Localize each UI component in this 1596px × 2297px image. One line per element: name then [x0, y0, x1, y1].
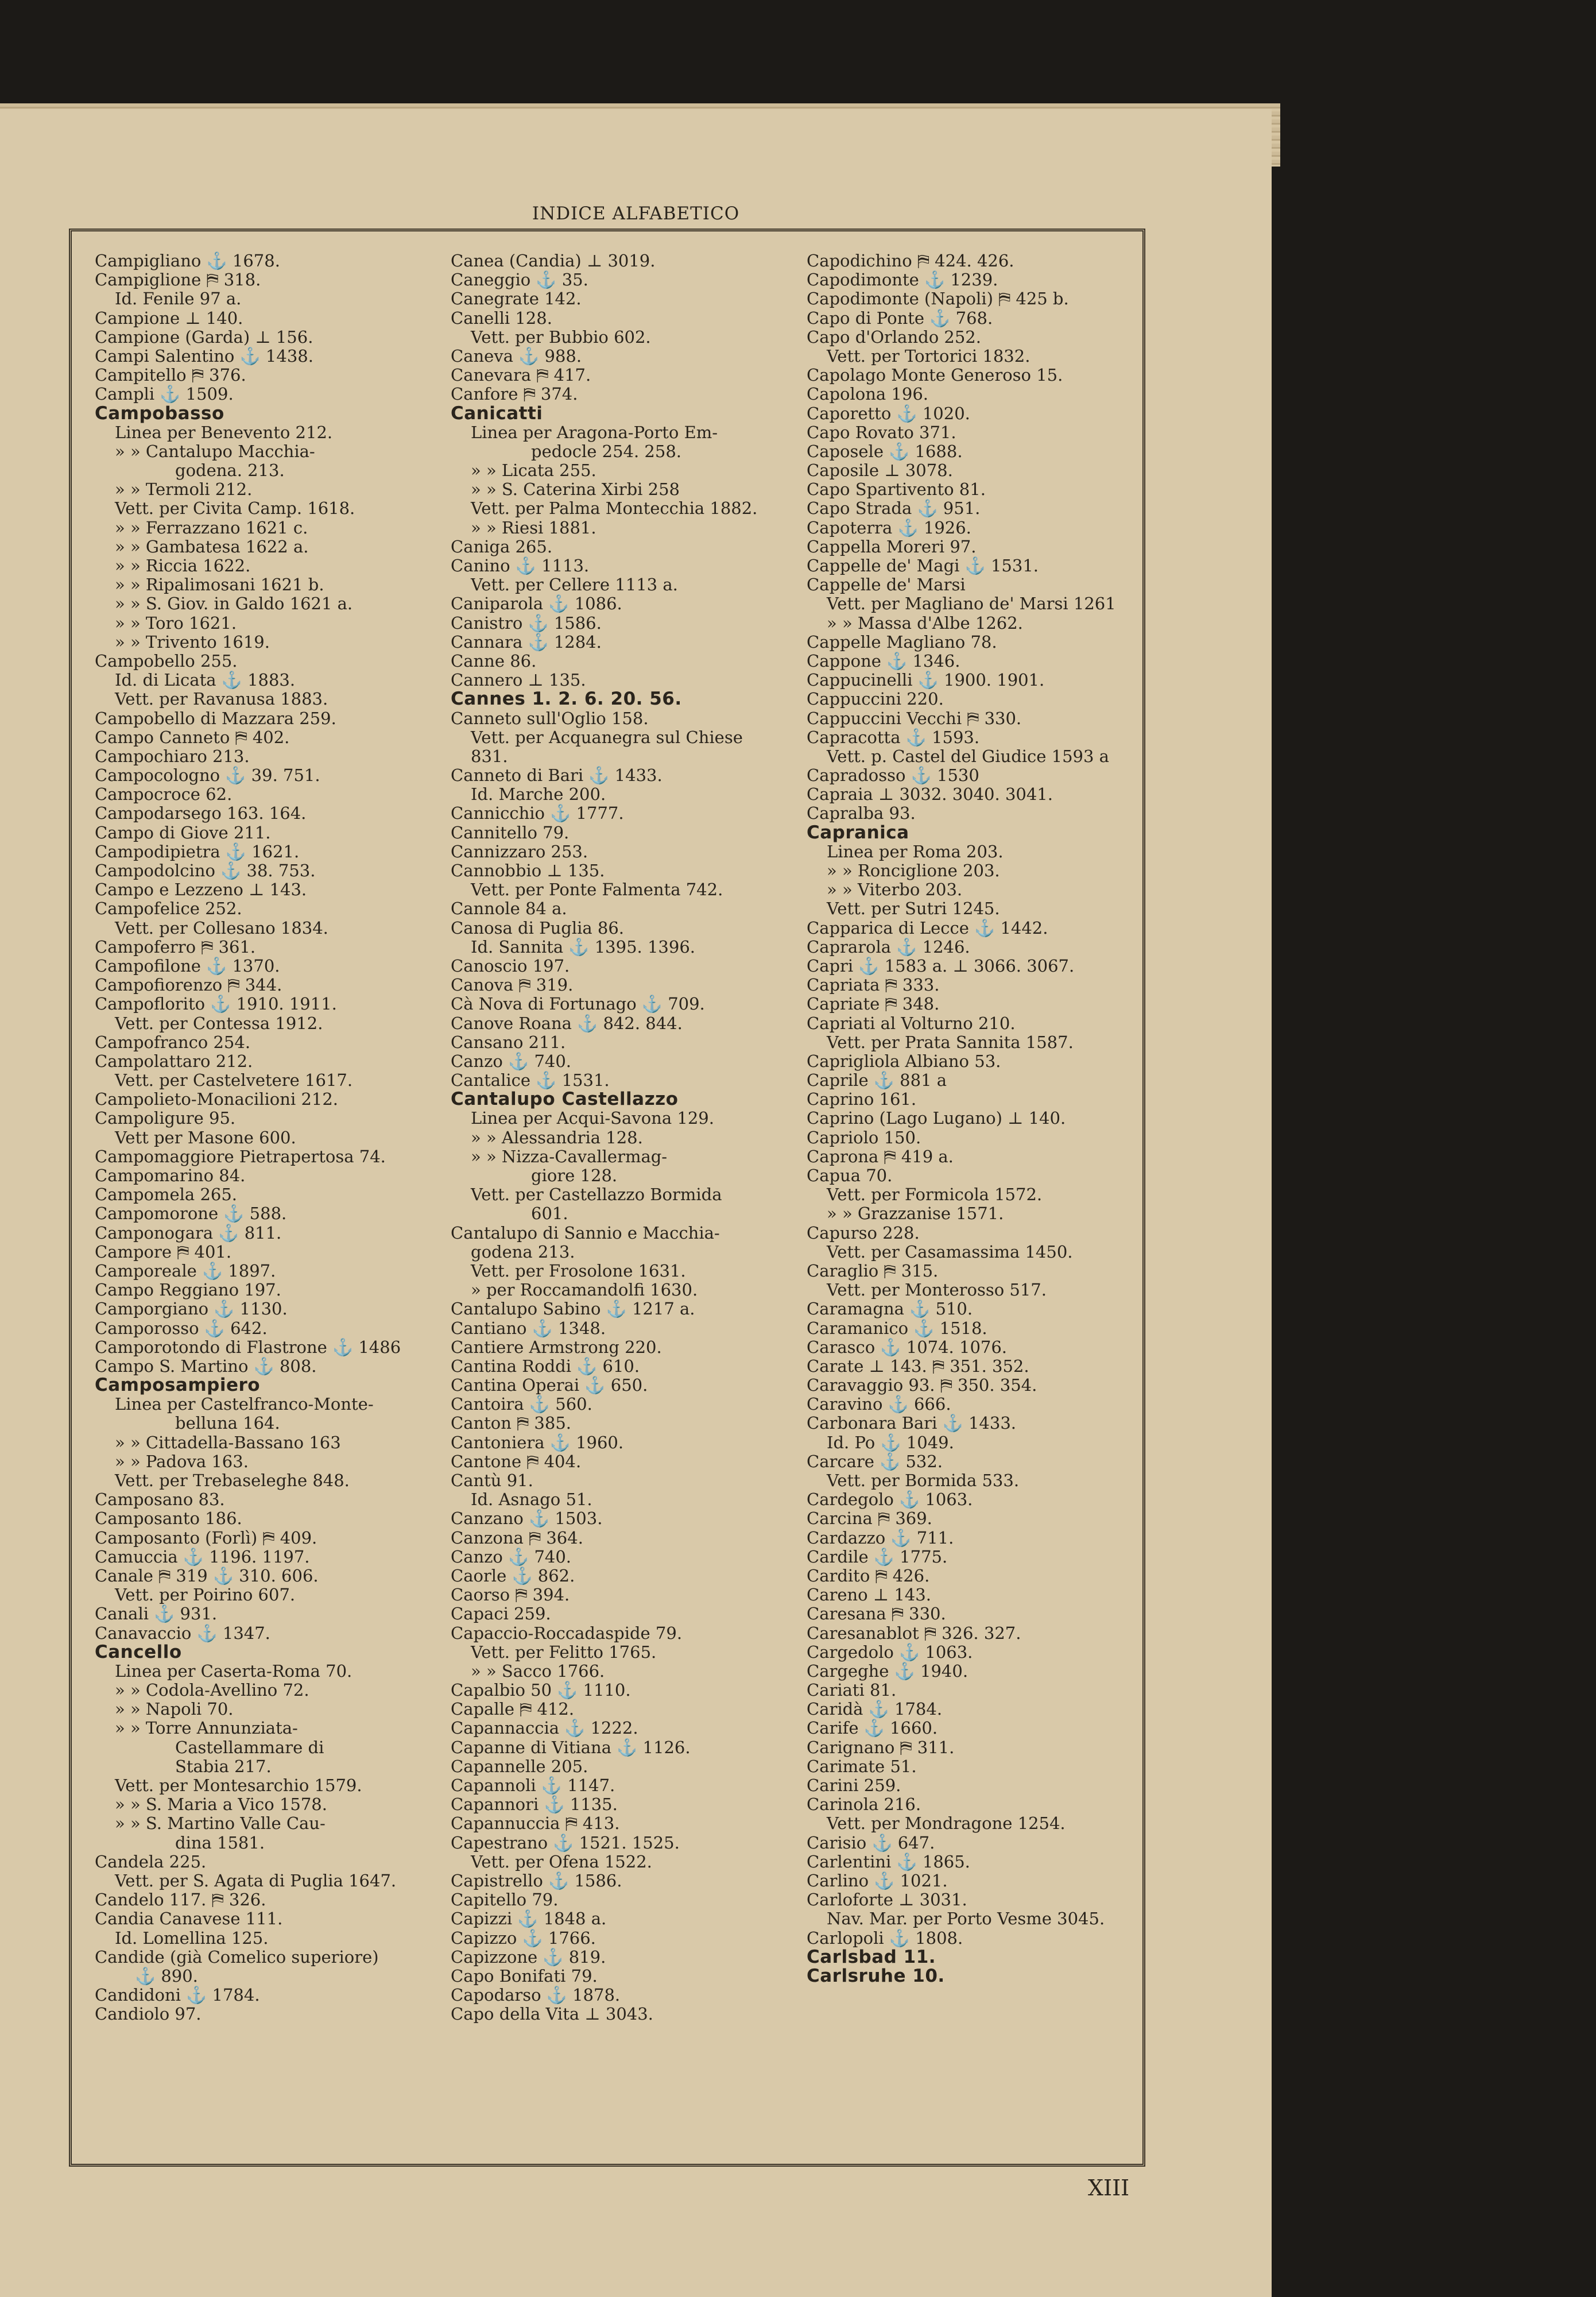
index-entry: Capistrello ⚓ 1586.	[451, 1871, 622, 1890]
index-entry: Campocologno ⚓ 39. 751.	[95, 766, 320, 786]
index-entry: » » Torre Annunziata-	[115, 1719, 298, 1738]
index-entry: » per Roccamandolfi 1630.	[471, 1281, 698, 1300]
index-entry: Capodimonte (Napoli) ⛿ 425 b.	[807, 289, 1069, 309]
index-entry: Cantiere Armstrong 220.	[451, 1337, 662, 1357]
index-entry: Caresanablot ⛿ 326. 327.	[807, 1623, 1021, 1643]
index-entry: Carbonara Bari ⚓ 1433.	[807, 1414, 1017, 1433]
index-entry: Cannole 84 a.	[451, 899, 567, 919]
index-entry: Capaci 259.	[451, 1604, 551, 1624]
index-entry: » » Toro 1621.	[115, 613, 237, 633]
index-entry: Canegrate 142.	[451, 289, 582, 309]
index-entry: Capizzo ⚓ 1766.	[451, 1928, 596, 1948]
index-entry: Campiglione ⛿ 318.	[95, 270, 261, 290]
index-entry: Cantiano ⚓ 1348.	[451, 1318, 606, 1338]
index-entry: Vett. p. Castel del Giudice 1593 a	[827, 747, 1109, 766]
index-entry: » » S. Giov. in Galdo 1621 a.	[115, 594, 353, 614]
index-entry: Id. Po ⚓ 1049.	[827, 1433, 954, 1452]
index-entry: Caporetto ⚓ 1020.	[807, 404, 970, 423]
index-entry: Canzano ⚓ 1503.	[451, 1509, 603, 1529]
index-entry: belluna 164.	[175, 1414, 280, 1433]
index-entry: Carasco ⚓ 1074. 1076.	[807, 1337, 1008, 1357]
index-entry: Cappuccini Vecchi ⛿ 330.	[807, 709, 1022, 728]
index-entry: Vett. per S. Agata di Puglia 1647.	[115, 1871, 397, 1890]
index-entry: Cardito ⛿ 426.	[807, 1566, 930, 1586]
index-entry: Campolieto-Monacilioni 212.	[95, 1090, 339, 1109]
index-entry: Capizzone ⚓ 819.	[451, 1947, 606, 1967]
index-entry: » » Ferrazzano 1621 c.	[115, 518, 308, 537]
index-entry: Linea per Castelfranco-Monte-	[115, 1395, 374, 1414]
index-entry: Canevara ⛿ 417.	[451, 366, 591, 385]
index-entry: Campofelice 252.	[95, 899, 242, 919]
index-entry: Caprino (Lago Lugano) ⊥ 140.	[807, 1109, 1066, 1128]
index-entry: Campore ⛿ 401.	[95, 1242, 232, 1262]
index-entry: Capannelle 205.	[451, 1757, 588, 1776]
index-entry: Cannicchio ⚓ 1777.	[451, 804, 624, 823]
index-entry: Nav. Mar. per Porto Vesme 3045.	[827, 1909, 1105, 1929]
index-entry: Vett. per Castellazzo Bormida	[471, 1185, 722, 1205]
index-entry: Campomarino 84.	[95, 1166, 246, 1185]
index-entry: Capo della Vita ⊥ 3043.	[451, 2005, 653, 2024]
index-entry: Campo Reggiano 197.	[95, 1281, 281, 1300]
index-entry: Campodipietra ⚓ 1621.	[95, 842, 300, 861]
index-entry: Capolago Monte Generoso 15.	[807, 366, 1063, 385]
index-entry: Linea per Acqui-Savona 129.	[471, 1109, 714, 1128]
index-entry: Capua 70.	[807, 1166, 893, 1185]
index-entry: Carlino ⚓ 1021.	[807, 1871, 948, 1890]
index-entry: Capo Strada ⚓ 951.	[807, 499, 981, 519]
index-entry: Cardegolo ⚓ 1063.	[807, 1490, 973, 1510]
index-entry: Candidoni ⚓ 1784.	[95, 1986, 260, 2005]
index-entry: Caprona ⛿ 419 a.	[807, 1147, 954, 1166]
index-column-2	[451, 252, 789, 2024]
index-entry: Cappone ⚓ 1346.	[807, 651, 960, 671]
index-entry: Camposanto 186.	[95, 1509, 242, 1529]
index-entry: Cappelle de' Marsi	[807, 575, 966, 595]
index-entry: Vett. per Contessa 1912.	[115, 1014, 323, 1033]
index-entry: Vett. per Casamassima 1450.	[827, 1242, 1073, 1262]
index-entry: Campo Canneto ⛿ 402.	[95, 728, 290, 747]
index-entry: Linea per Caserta-Roma 70.	[115, 1661, 352, 1681]
index-entry: Caramanico ⚓ 1518.	[807, 1318, 987, 1338]
index-entry: Campli ⚓ 1509.	[95, 385, 234, 404]
index-entry: Capoterra ⚓ 1926.	[807, 518, 971, 537]
index-entry: Camporosso ⚓ 642.	[95, 1318, 268, 1338]
index-entry: » » Cantalupo Macchia-	[115, 442, 315, 461]
index-entry: Cantoniera ⚓ 1960.	[451, 1433, 624, 1452]
page-header: INDICE ALFABETICO	[532, 203, 740, 224]
index-entry: » » S. Martino Valle Cau-	[115, 1814, 326, 1834]
index-entry: Candiolo 97.	[95, 2005, 202, 2024]
index-entry: Vett. per Frosolone 1631.	[471, 1261, 686, 1281]
index-heading: Camposampiero	[95, 1376, 261, 1395]
index-entry: Canale ⛿ 319 ⚓ 310. 606.	[95, 1566, 319, 1586]
index-entry: Camponogara ⚓ 811.	[95, 1223, 282, 1243]
index-entry: Vett. per Trebaseleghe 848.	[115, 1471, 350, 1490]
index-entry: Camporeale ⚓ 1897.	[95, 1261, 276, 1281]
index-entry: Canosa di Puglia 86.	[451, 918, 624, 938]
index-entry: Campobello 255.	[95, 651, 238, 671]
index-entry: Cantina Roddi ⚓ 610.	[451, 1356, 640, 1376]
index-entry: Vett. per Ponte Falmenta 742.	[471, 880, 723, 900]
index-entry: Capo d'Orlando 252.	[807, 327, 981, 347]
index-heading: Carlsruhe 10.	[807, 1966, 945, 1986]
index-entry: Campodolcino ⚓ 38. 753.	[95, 861, 316, 880]
index-entry: Canzo ⚓ 740.	[451, 1547, 572, 1567]
index-entry: Capo Spartivento 81.	[807, 480, 986, 500]
index-entry: Camposano 83.	[95, 1490, 225, 1510]
index-entry: Vett. per Ofena 1522.	[471, 1852, 652, 1871]
index-entry: Camposanto (Forlì) ⛿ 409.	[95, 1528, 317, 1548]
index-entry: Canfore ⛿ 374.	[451, 385, 578, 404]
index-entry: Capradosso ⚓ 1530	[807, 766, 979, 786]
index-entry: Vett. per Monterosso 517.	[827, 1281, 1047, 1300]
index-heading: Cantalupo Castellazzo	[451, 1090, 679, 1109]
index-entry: » » Cittadella-Bassano 163	[115, 1433, 341, 1452]
index-entry: » » Gambatesa 1622 a.	[115, 537, 309, 556]
index-entry: Capitello 79.	[451, 1890, 559, 1910]
index-entry: Campodarsego 163. 164.	[95, 804, 307, 823]
index-entry: Campochiaro 213.	[95, 747, 250, 766]
page-number: XIII	[1088, 2175, 1130, 2201]
index-entry: Capri ⚓ 1583 a. ⊥ 3066. 3067.	[807, 956, 1075, 976]
index-entry: Cannitello 79.	[451, 823, 570, 842]
index-entry: Vett. per Tortorici 1832.	[827, 346, 1031, 366]
index-entry: Campo S. Martino ⚓ 808.	[95, 1356, 317, 1376]
index-entry: Canzona ⛿ 364.	[451, 1528, 583, 1548]
index-entry: Canavaccio ⚓ 1347.	[95, 1623, 270, 1643]
index-entry: Capodarso ⚓ 1878.	[451, 1986, 621, 2005]
index-entry: Cannizzaro 253.	[451, 842, 588, 861]
index-entry: Campitello ⛿ 376.	[95, 366, 246, 385]
index-heading: Campobasso	[95, 404, 224, 423]
index-entry: Caraglio ⛿ 315.	[807, 1261, 939, 1281]
index-entry: Capparica di Lecce ⚓ 1442.	[807, 918, 1048, 938]
index-entry: Canneto sull'Oglio 158.	[451, 709, 649, 728]
index-entry: Id. Lomellina 125.	[115, 1928, 269, 1948]
index-entry: Campi Salentino ⚓ 1438.	[95, 346, 313, 366]
index-entry: Vett. per Montesarchio 1579.	[115, 1776, 362, 1795]
index-entry: Campigliano ⚓ 1678.	[95, 252, 280, 270]
index-entry: Caramagna ⚓ 510.	[807, 1300, 973, 1319]
index-entry: Caorle ⚓ 862.	[451, 1566, 575, 1586]
index-entry: Cantalice ⚓ 1531.	[451, 1071, 610, 1091]
index-heading: Capranica	[807, 823, 909, 842]
index-entry: » » Viterbo 203.	[827, 880, 963, 900]
index-entry: Canea (Candia) ⊥ 3019.	[451, 252, 656, 270]
index-entry: Campobello di Mazzara 259.	[95, 709, 336, 728]
index-entry: Camporgiano ⚓ 1130.	[95, 1300, 288, 1319]
index-entry: Canneto di Bari ⚓ 1433.	[451, 766, 663, 786]
book-page	[0, 109, 1272, 2297]
index-entry: Capannoli ⚓ 1147.	[451, 1776, 615, 1795]
index-entry: Candela 225.	[95, 1852, 207, 1871]
index-entry: 831.	[471, 747, 508, 766]
index-entry: Castellammare di	[175, 1738, 324, 1757]
index-entry: Vett. per Civita Camp. 1618.	[115, 499, 355, 519]
index-entry: Cantoira ⚓ 560.	[451, 1395, 592, 1414]
index-entry: Id. Asnago 51.	[471, 1490, 592, 1510]
index-entry: Carcina ⛿ 369.	[807, 1509, 932, 1529]
index-entry: » » Nizza-Cavallermag-	[471, 1147, 668, 1166]
index-column-1	[95, 252, 422, 2024]
index-entry: » » Massa d'Albe 1262.	[827, 613, 1023, 633]
index-entry: Id. Sannita ⚓ 1395. 1396.	[471, 937, 695, 957]
index-entry: Carife ⚓ 1660.	[807, 1719, 938, 1738]
index-entry: Candide (già Comelico superiore)	[95, 1947, 379, 1967]
index-entry: Caposele ⚓ 1688.	[807, 442, 963, 461]
index-entry: Caprigliola Albiano 53.	[807, 1051, 1001, 1071]
index-entry: » » Trivento 1619.	[115, 632, 270, 652]
index-entry: Campomorone ⚓ 588.	[95, 1204, 287, 1224]
index-entry: Vett. per Sutri 1245.	[827, 899, 1000, 919]
index-entry: Vett. per Bubbio 602.	[471, 327, 651, 347]
index-entry: pedocle 254. 258.	[531, 442, 682, 461]
index-entry: Caneva ⚓ 988.	[451, 346, 582, 366]
index-entry: godena. 213.	[175, 461, 285, 481]
index-entry: Cannobbio ⊥ 135.	[451, 861, 605, 880]
index-entry: Campo di Giove 211.	[95, 823, 271, 842]
index-entry: Cà Nova di Fortunago ⚓ 709.	[451, 995, 705, 1014]
index-entry: Linea per Roma 203.	[827, 842, 1004, 861]
index-entry: Capurso 228.	[807, 1223, 920, 1243]
index-entry: Id. di Licata ⚓ 1883.	[115, 671, 296, 690]
index-entry: Campoligure 95.	[95, 1109, 236, 1128]
index-entry: Canne 86.	[451, 651, 537, 671]
index-entry: Capriate ⛿ 348.	[807, 995, 940, 1014]
index-entry: Caravino ⚓ 666.	[807, 1395, 951, 1414]
index-entry: Cargeghe ⚓ 1940.	[807, 1661, 969, 1681]
index-entry: Capannaccia ⚓ 1222.	[451, 1719, 638, 1738]
index-heading: Cannes 1. 2. 6. 20. 56.	[451, 690, 682, 709]
index-entry: Careno ⊥ 143.	[807, 1586, 931, 1605]
index-entry: Campofranco 254.	[95, 1033, 251, 1052]
index-entry: Capriata ⛿ 333.	[807, 976, 940, 995]
index-entry: Camporotondo di Flastrone ⚓ 1486	[95, 1337, 401, 1357]
index-entry: Caridà ⚓ 1784.	[807, 1700, 943, 1719]
index-entry: Cappuccini 220.	[807, 690, 944, 709]
index-entry: Carlopoli ⚓ 1808.	[807, 1928, 963, 1948]
index-entry: Campomaggiore Pietrapertosa 74.	[95, 1147, 386, 1166]
index-entry: Campoferro ⛿ 361.	[95, 937, 256, 957]
index-entry: Capriati al Volturno 210.	[807, 1014, 1016, 1033]
index-entry: Vett. per Collesano 1834.	[115, 918, 328, 938]
index-entry: Id. Marche 200.	[471, 785, 606, 805]
index-entry: Carate ⊥ 143. ⛿ 351. 352.	[807, 1356, 1029, 1376]
index-entry: » » Termoli 212.	[115, 480, 253, 500]
index-entry: Carini 259.	[807, 1776, 901, 1795]
index-entry: Cariati 81.	[807, 1681, 897, 1700]
index-entry: Capannuccia ⛿ 413.	[451, 1814, 620, 1834]
index-entry: Capralba 93.	[807, 804, 916, 823]
index-entry: dina 1581.	[175, 1833, 265, 1853]
index-entry: Cantina Operai ⚓ 650.	[451, 1376, 648, 1395]
index-entry: 601.	[531, 1204, 568, 1224]
index-entry: Cappucinelli ⚓ 1900. 1901.	[807, 671, 1045, 690]
index-entry: Capracotta ⚓ 1593.	[807, 728, 980, 747]
index-entry: » » S. Maria a Vico 1578.	[115, 1795, 327, 1815]
index-entry: Cargedolo ⚓ 1063.	[807, 1642, 973, 1662]
index-entry: Cannero ⊥ 135.	[451, 671, 586, 690]
index-entry: ⚓ 890.	[135, 1966, 198, 1986]
index-entry: Vett. per Bormida 533.	[827, 1471, 1020, 1490]
index-entry: Campofiorenzo ⛿ 344.	[95, 976, 282, 995]
index-entry: Candia Canavese 111.	[95, 1909, 283, 1929]
index-entry: Capodichino ⛿ 424. 426.	[807, 252, 1014, 270]
index-entry: » » Ripalimosani 1621 b.	[115, 575, 324, 595]
index-entry: Vett. per Felitto 1765.	[471, 1642, 657, 1662]
index-heading: Cancello	[95, 1642, 182, 1662]
index-entry: Caprino 161.	[807, 1090, 917, 1109]
index-entry: Canistro ⚓ 1586.	[451, 613, 602, 633]
index-entry: Cantalupo di Sannio e Macchia-	[451, 1223, 720, 1243]
index-entry: Cappelle Magliano 78.	[807, 632, 997, 652]
index-entry: Capo di Ponte ⚓ 768.	[807, 308, 993, 328]
index-entry: Caprarola ⚓ 1246.	[807, 937, 970, 957]
index-entry: Canton ⛿ 385.	[451, 1414, 572, 1433]
index-entry: Capizzi ⚓ 1848 a.	[451, 1909, 607, 1929]
index-entry: Campo e Lezzeno ⊥ 143.	[95, 880, 307, 900]
index-entry: Capodimonte ⚓ 1239.	[807, 270, 998, 290]
index-entry: Carinola 216.	[807, 1795, 921, 1815]
index-entry: Canove Roana ⚓ 842. 844.	[451, 1014, 683, 1033]
index-entry: Campofilone ⚓ 1370.	[95, 956, 280, 976]
index-heading: Canicatti	[451, 404, 543, 423]
index-entry: Capaccio-Roccadaspide 79.	[451, 1623, 683, 1643]
index-entry: Campomela 265.	[95, 1185, 238, 1205]
index-entry: Id. Fenile 97 a.	[115, 289, 242, 309]
index-entry: Canova ⛿ 319.	[451, 976, 574, 995]
index-entry: Cansano 211.	[451, 1033, 566, 1052]
index-entry: » » Licata 255.	[471, 461, 596, 481]
index-entry: Caorso ⛿ 394.	[451, 1586, 570, 1605]
index-entry: Capraia ⊥ 3032. 3040. 3041.	[807, 785, 1053, 805]
index-entry: Capo Bonifati 79.	[451, 1966, 598, 1986]
index-entry: Caresana ⛿ 330.	[807, 1604, 946, 1624]
index-entry: Campocroce 62.	[95, 785, 233, 805]
index-entry: Capalle ⛿ 412.	[451, 1700, 575, 1719]
index-entry: » » Codola-Avellino 72.	[115, 1681, 309, 1700]
index-entry: Candelo 117. ⛿ 326.	[95, 1890, 266, 1910]
index-entry: Vett. per Magliano de' Marsi 1261	[827, 594, 1116, 614]
index-entry: Campione ⊥ 140.	[95, 308, 243, 328]
index-entry: Vett. per Acquanegra sul Chiese	[471, 728, 743, 747]
index-entry: Campolattaro 212.	[95, 1051, 253, 1071]
index-entry: Cardazzo ⚓ 711.	[807, 1528, 954, 1548]
index-entry: Capalbio 50 ⚓ 1110.	[451, 1681, 631, 1700]
index-column-3	[807, 252, 1148, 1986]
index-entry: Carcare ⚓ 532.	[807, 1452, 943, 1471]
index-entry: » » Riccia 1622.	[115, 556, 251, 575]
index-entry: Capanne di Vitiana ⚓ 1126.	[451, 1738, 691, 1757]
index-entry: Linea per Aragona-Porto Em-	[471, 423, 718, 442]
index-entry: Caniga 265.	[451, 537, 553, 556]
index-entry: Canoscio 197.	[451, 956, 570, 976]
index-entry: Carignano ⛿ 311.	[807, 1738, 955, 1757]
index-entry: Vett. per Cellere 1113 a.	[471, 575, 678, 595]
index-entry: Capo Rovato 371.	[807, 423, 956, 442]
index-heading: Carlsbad 11.	[807, 1947, 936, 1967]
index-entry: Campione (Garda) ⊥ 156.	[95, 327, 313, 347]
index-entry: godena 213.	[471, 1242, 575, 1262]
index-entry: Vett. per Ravanusa 1883.	[115, 690, 328, 709]
index-entry: Caneggio ⚓ 35.	[451, 270, 588, 290]
index-entry: » » Sacco 1766.	[471, 1661, 605, 1681]
index-entry: Canelli 128.	[451, 308, 552, 328]
index-entry: Caprile ⚓ 881 a	[807, 1071, 947, 1091]
index-entry: » » Alessandria 128.	[471, 1128, 643, 1147]
index-entry: Capolona 196.	[807, 385, 928, 404]
index-entry: Cantalupo Sabino ⚓ 1217 a.	[451, 1300, 695, 1319]
index-entry: Carloforte ⊥ 3031.	[807, 1890, 967, 1910]
index-entry: Vett. per Poirino 607.	[115, 1586, 296, 1605]
index-entry: » » Ronciglione 203.	[827, 861, 1000, 880]
index-entry: Cannara ⚓ 1284.	[451, 632, 602, 652]
index-entry: Vett. per Formicola 1572.	[827, 1185, 1043, 1205]
index-entry: Vett per Masone 600.	[115, 1128, 296, 1147]
index-entry: Carisio ⚓ 647.	[807, 1833, 935, 1853]
index-entry: Vett. per Mondragone 1254.	[827, 1814, 1066, 1834]
index-entry: Carlentini ⚓ 1865.	[807, 1852, 970, 1871]
index-entry: Canino ⚓ 1113.	[451, 556, 590, 575]
index-entry: » » Grazzanise 1571.	[827, 1204, 1004, 1224]
index-entry: Stabia 217.	[175, 1757, 272, 1776]
index-entry: Capestrano ⚓ 1521. 1525.	[451, 1833, 680, 1853]
index-entry: » » Riesi 1881.	[471, 518, 596, 537]
index-entry: Carimate 51.	[807, 1757, 917, 1776]
index-entry: Cantone ⛿ 404.	[451, 1452, 582, 1471]
index-entry: Cappelle de' Magi ⚓ 1531.	[807, 556, 1039, 575]
index-entry: Vett. per Palma Montecchia 1882.	[471, 499, 758, 519]
index-entry: » » Napoli 70.	[115, 1700, 234, 1719]
index-entry: Caravaggio 93. ⛿ 350. 354.	[807, 1376, 1037, 1395]
index-entry: Cantù 91.	[451, 1471, 533, 1490]
index-entry: giore 128.	[531, 1166, 618, 1185]
index-entry: Vett. per Prata Sannita 1587.	[827, 1033, 1074, 1052]
index-entry: Campoflorito ⚓ 1910. 1911.	[95, 995, 337, 1014]
index-entry: » » S. Caterina Xirbi 258	[471, 480, 680, 500]
index-entry: Camuccia ⚓ 1196. 1197.	[95, 1547, 310, 1567]
index-entry: » » Padova 163.	[115, 1452, 249, 1471]
index-entry: Caposile ⊥ 3078.	[807, 461, 953, 481]
index-entry: Cappella Moreri 97.	[807, 537, 977, 556]
index-entry: Caniparola ⚓ 1086.	[451, 594, 622, 614]
index-entry: Vett. per Castelvetere 1617.	[115, 1071, 353, 1091]
index-entry: Canzo ⚓ 740.	[451, 1051, 572, 1071]
index-entry: Canali ⚓ 931.	[95, 1604, 218, 1624]
index-entry: Cardile ⚓ 1775.	[807, 1547, 948, 1567]
index-entry: Linea per Benevento 212.	[115, 423, 333, 442]
index-entry: Capriolo 150.	[807, 1128, 921, 1147]
index-entry: Capannori ⚓ 1135.	[451, 1795, 618, 1815]
